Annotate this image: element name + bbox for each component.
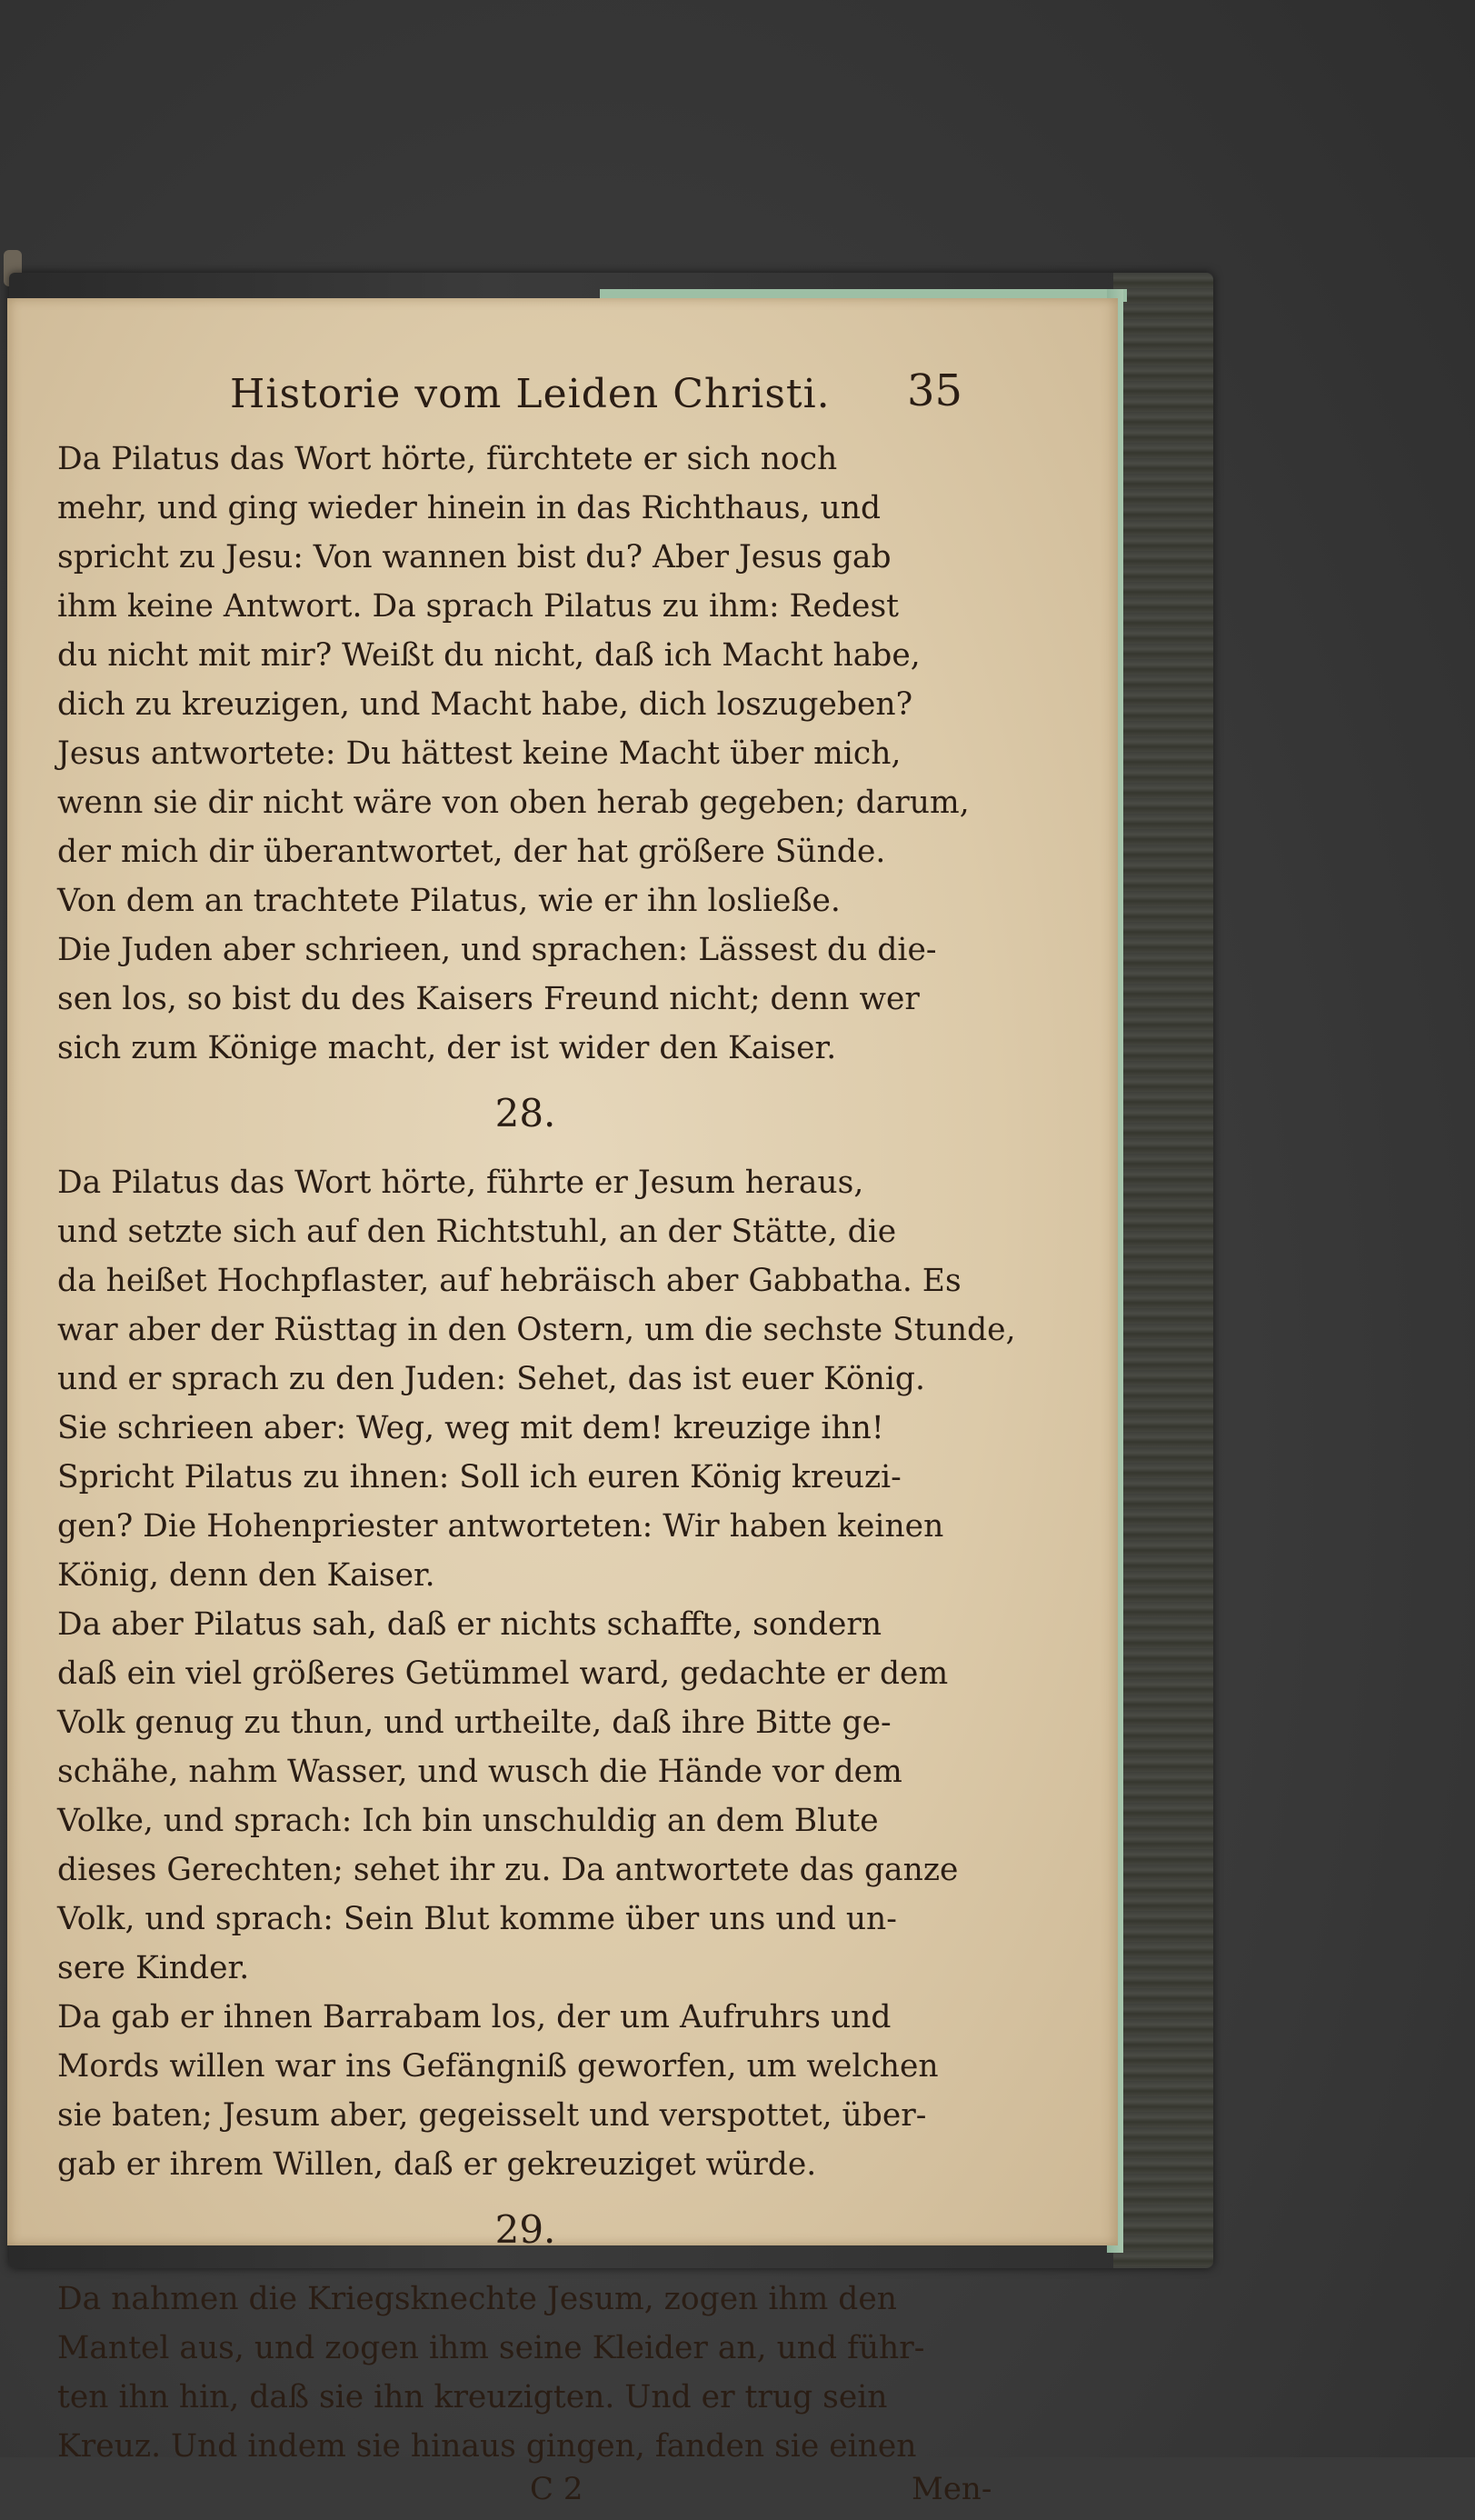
text-line: da heißet Hochpflaster, auf hebräisch aber Gabbatha. Es — [57, 1263, 962, 1299]
text-line: Kreuz. Und indem sie hinaus gingen, fanden sie einen — [57, 2428, 917, 2465]
text-line: Da nahmen die Kriegsknechte Jesum, zogen ihm den — [57, 2281, 897, 2317]
text-line: der mich dir überantwortet, der hat größere Sünde. — [57, 834, 886, 870]
text-line: dich zu kreuzigen, und Macht habe, dich loszugeben? — [57, 686, 913, 723]
text-line: ihm keine Antwort. Da sprach Pilatus zu ihm: Redest — [57, 588, 900, 625]
text-line: dieses Gerechten; sehet ihr zu. Da antwortete das ganze — [57, 1852, 959, 1888]
paragraph — [57, 925, 993, 1073]
text-line: Volke, und sprach: Ich bin unschuldig an dem Blute — [57, 1803, 879, 1839]
text-line: ten ihn hin, daß sie ihn kreuzigten. Und er trug sein — [57, 2379, 888, 2415]
page-content — [57, 353, 1016, 2520]
text-line: Da Pilatus das Wort hörte, führte er Jesum heraus, — [57, 1165, 864, 1201]
page-number: 35 — [907, 365, 963, 416]
text-line: war aber der Rüsttag in den Ostern, um die sechste Stunde, — [57, 1312, 1016, 1348]
text-line: du nicht mit mir? Weißt du nicht, daß ich Macht habe, — [57, 637, 921, 674]
text-line: und er sprach zu den Juden: Sehet, das ist euer König. — [57, 1361, 925, 1397]
section-number: 29. — [494, 2207, 556, 2252]
text-line: und setzte sich auf den Richtstuhl, an der Stätte, die — [57, 1214, 897, 1250]
catchword: Men- — [912, 2471, 992, 2507]
section-number: 28. — [494, 1091, 556, 1135]
text-line: König, denn den Kaiser. — [57, 1557, 435, 1594]
book-page — [7, 298, 1118, 2507]
text-line: gab er ihrem Willen, daß er gekreuziget würde. — [57, 2146, 817, 2183]
text-line: mehr, und ging wieder hinein in das Richthaus, und — [57, 490, 882, 526]
text-line: Volk genug zu thun, und urtheilte, daß ihre Bitte ge- — [57, 1705, 892, 1741]
text-line: sie baten; Jesum aber, gegeisselt und verspottet, über- — [57, 2097, 927, 2134]
text-line: sich zum Könige macht, der ist wider den Kaiser. — [57, 1030, 837, 1066]
text-line: spricht zu Jesu: Von wannen bist du? Aber Jesus gab — [57, 539, 892, 575]
text-line: Von dem an trachtete Pilatus, wie er ihn losließe. — [57, 883, 841, 919]
text-line: Volk, und sprach: Sein Blut komme über uns und un- — [57, 1901, 897, 1937]
text-line: Mantel aus, und zogen ihm seine Kleider an, und führ- — [57, 2330, 925, 2366]
text-line: Sie schrieen aber: Weg, weg mit dem! kreuzige ihn! — [57, 1410, 884, 1446]
text-line: schähe, nahm Wasser, und wusch die Hände vor dem — [57, 1754, 902, 1790]
book-cover-edge — [1113, 273, 1213, 2268]
text-line: Spricht Pilatus zu ihnen: Soll ich euren König kreuzi- — [57, 1459, 902, 1495]
paragraph — [57, 1600, 993, 1993]
paragraph — [57, 1158, 1016, 1600]
text-line: daß ein viel größeres Getümmel ward, gedachte er dem — [57, 1655, 949, 1692]
running-head — [57, 353, 993, 435]
signature-mark: C 2 — [530, 2471, 583, 2507]
paragraph — [57, 2275, 993, 2471]
text-line: Da gab er ihnen Barrabam los, der um Aufruhrs und — [57, 1999, 892, 2035]
text-line: gen? Die Hohenpriester antworteten: Wir haben keinen — [57, 1508, 944, 1545]
text-line: Da aber Pilatus sah, daß er nichts schaffte, sondern — [57, 1606, 882, 1643]
paragraph — [57, 1993, 993, 2189]
text-line: sere Kinder. — [57, 1950, 250, 1986]
page-footer — [57, 2471, 993, 2520]
text-line: sen los, so bist du des Kaisers Freund nicht; denn wer — [57, 981, 920, 1017]
text-line: Jesus antwortete: Du hättest keine Macht über mich, — [57, 735, 902, 772]
text-line: Mords willen war ins Gefängniß geworfen, um welchen — [57, 2048, 939, 2085]
text-line: Da Pilatus das Wort hörte, fürchtete er sich noch — [57, 441, 838, 477]
text-line: Die Juden aber schrieen, und sprachen: Lässest du die- — [57, 932, 937, 968]
running-title: Historie vom Leiden Christi. — [230, 371, 831, 417]
paragraph — [57, 435, 993, 925]
text-line: wenn sie dir nicht wäre von oben herab gegeben; darum, — [57, 785, 970, 821]
